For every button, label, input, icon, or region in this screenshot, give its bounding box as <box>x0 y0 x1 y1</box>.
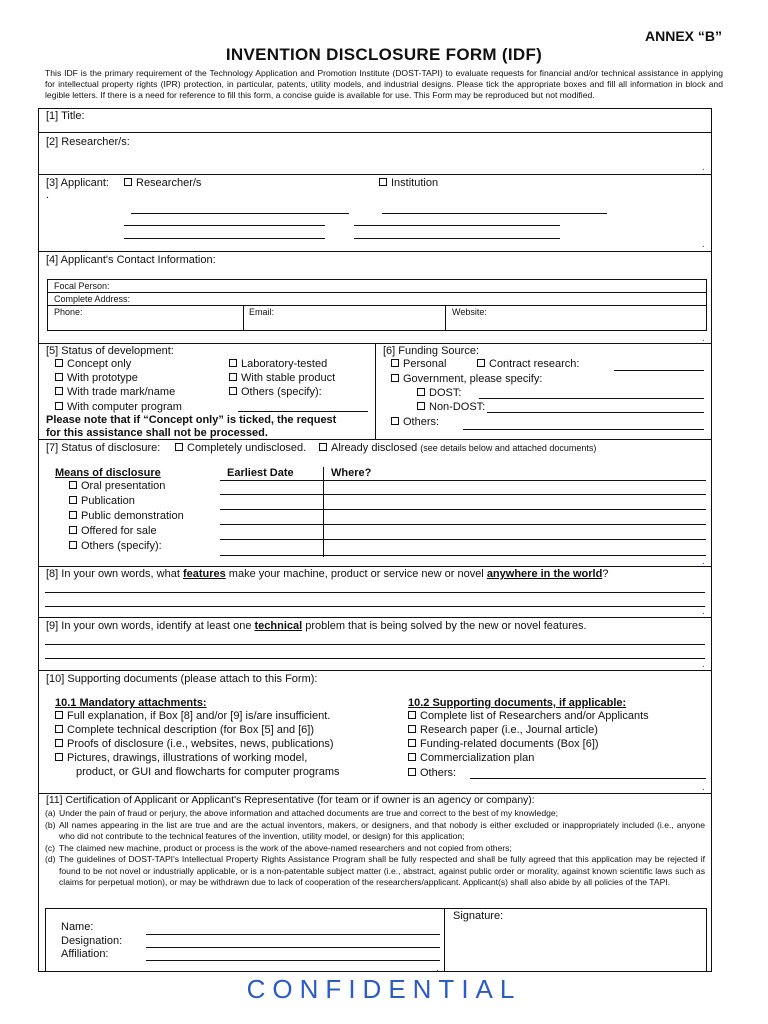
checkbox[interactable] <box>379 178 387 186</box>
optional-funding-docs[interactable]: Funding-related documents (Box [6]) <box>408 738 599 750</box>
checkbox[interactable] <box>417 388 425 396</box>
checkbox[interactable] <box>417 402 425 410</box>
disclosure-row-line[interactable] <box>220 555 706 556</box>
checkbox[interactable] <box>69 526 77 534</box>
intro-text: This IDF is the primary requirement of the Technology Application and Promotion Institute (DOST-TAPI) to evaluate requests for financial and/or technical assistance in applying for intellectual property rights (IPR) protection, in particular, patents, utility models, and industrial designs. Please tick the appropriate boxes and fill all information in block and legible letters. If there is a need for reference to fill this form, a concise guide is available for use. This Form may be reproduced but not modified. <box>45 68 723 100</box>
means-others-option[interactable]: Others (specify): <box>69 540 162 552</box>
funding-contract-field[interactable] <box>614 370 704 371</box>
designation-field[interactable] <box>146 947 440 948</box>
address-label: Complete Address: <box>54 294 131 304</box>
checkbox[interactable] <box>55 739 63 747</box>
funding-others-field[interactable] <box>463 429 704 430</box>
funding-contract-option[interactable]: Contract research: <box>477 358 579 370</box>
divider <box>38 670 712 671</box>
checkbox[interactable] <box>319 443 327 451</box>
checkbox[interactable] <box>408 739 416 747</box>
checkbox[interactable] <box>229 387 237 395</box>
funding-nondost-option[interactable]: Non-DOST: <box>417 401 485 413</box>
affiliation-label: Affiliation: <box>61 948 109 960</box>
applicant-name-line[interactable] <box>382 213 607 214</box>
dev-others-option[interactable]: Others (specify): <box>229 386 322 398</box>
checkbox[interactable] <box>55 711 63 719</box>
checkbox[interactable] <box>55 725 63 733</box>
checkbox[interactable] <box>391 417 399 425</box>
means-publication-option[interactable]: Publication <box>69 495 135 507</box>
checkbox[interactable] <box>55 402 63 410</box>
name-label: Name: <box>61 921 94 933</box>
applicant-institution-option[interactable]: Institution <box>379 177 438 189</box>
checkbox[interactable] <box>124 178 132 186</box>
funding-dost-option[interactable]: DOST: <box>417 387 461 399</box>
date-header: Earliest Date <box>227 467 294 479</box>
divider <box>38 617 712 618</box>
disclosure-disclosed-option[interactable]: Already disclosed (see details below and attached documents) <box>319 442 596 454</box>
dev-status-label: [5] Status of development: <box>46 345 174 357</box>
mandatory-header: 10.1 Mandatory attachments: <box>55 697 207 709</box>
signature-box: Name: Designation: Affiliation: Signature: . <box>45 908 707 972</box>
optional-research-paper[interactable]: Research paper (i.e., Journal article) <box>408 724 598 736</box>
checkbox[interactable] <box>69 481 77 489</box>
checkbox[interactable] <box>408 711 416 719</box>
applicant-name-line[interactable] <box>354 238 560 239</box>
funding-nondost-field[interactable] <box>487 412 704 413</box>
contact-info-table <box>47 279 707 331</box>
optional-others-field[interactable] <box>470 778 706 779</box>
form-title: INVENTION DISCLOSURE FORM (IDF) <box>225 45 543 64</box>
optional-header: 10.2 Supporting documents, if applicable: <box>408 697 627 709</box>
affiliation-field[interactable] <box>146 960 440 961</box>
dev-concept-option[interactable]: Concept only <box>55 358 131 370</box>
focal-person-label: Focal Person: <box>54 281 110 291</box>
checkbox[interactable] <box>55 373 63 381</box>
dev-trademark-option[interactable]: With trade mark/name <box>55 386 175 398</box>
funding-others-option[interactable]: Others: <box>391 416 439 428</box>
disclosure-row-line[interactable] <box>220 494 706 495</box>
divider <box>38 132 712 133</box>
funding-personal-option[interactable]: Personal <box>391 358 446 370</box>
dev-prototype-option[interactable]: With prototype <box>55 372 138 384</box>
researchers-label: [2] Researcher/s: <box>46 136 130 148</box>
features-question: [8] In your own words, what features make your machine, product or service new or novel anywhere in the world? <box>46 568 609 580</box>
checkbox[interactable] <box>229 359 237 367</box>
divider <box>38 793 712 794</box>
technical-question: [9] In your own words, identify at least one technical problem that is being solved by the new or novel features. <box>46 620 587 632</box>
divider <box>38 566 712 567</box>
certification-text <box>45 808 705 889</box>
mandatory-pictures-cont: product, or GUI and flowcharts for computer programs <box>76 766 340 778</box>
mandatory-proofs[interactable]: Proofs of disclosure (i.e., websites, news, publications) <box>55 738 334 750</box>
disclosure-row-line[interactable] <box>220 539 706 540</box>
dev-program-option[interactable]: With computer program <box>55 401 182 413</box>
checkbox[interactable] <box>69 541 77 549</box>
applicant-researcher-option[interactable]: Researcher/s <box>124 177 201 189</box>
dev-lab-option[interactable]: Laboratory-tested <box>229 358 327 370</box>
applicant-name-line[interactable] <box>354 225 560 226</box>
means-demo-option[interactable]: Public demonstration <box>69 510 184 522</box>
mandatory-technical-description[interactable]: Complete technical description (for Box [5] and [6]) <box>55 724 314 736</box>
cert-item-a: (a) Under the pain of fraud or perjury, the above information and attached documents are true and correct to the best of my knowledge; <box>45 808 559 818</box>
dev-stable-option[interactable]: With stable product <box>229 372 335 384</box>
phone-label: Phone: <box>54 307 83 317</box>
concept-note-line2: for this assistance shall not be processed. <box>46 427 268 439</box>
concept-note-line1: Please note that if “Concept only” is ticked, the request <box>46 414 337 426</box>
applicant-name-line[interactable] <box>124 238 325 239</box>
dev-others-field[interactable] <box>238 411 368 412</box>
checkbox[interactable] <box>55 753 63 761</box>
technical-answer-line[interactable] <box>45 644 705 645</box>
name-field[interactable] <box>146 934 440 935</box>
checkbox[interactable] <box>408 753 416 761</box>
designation-label: Designation: <box>61 935 123 947</box>
disclosure-undisclosed-option[interactable]: Completely undisclosed. <box>175 442 306 454</box>
funding-gov-option[interactable]: Government, please specify: <box>391 373 542 385</box>
checkbox[interactable] <box>229 373 237 381</box>
optional-commercialization[interactable]: Commercialization plan <box>408 752 534 764</box>
certification-label: [11] Certification of Applicant or Applicant's Representative (for team or if owner is an agency or company): <box>46 795 535 806</box>
means-header: Means of disclosure <box>55 467 161 479</box>
mandatory-pictures[interactable]: Pictures, drawings, illustrations of working model, <box>55 752 307 764</box>
confidential-stamp: CONFIDENTIAL <box>246 974 522 1004</box>
email-label: Email: <box>249 307 275 317</box>
checkbox[interactable] <box>175 443 183 451</box>
annex-label: ANNEX “B” <box>644 28 722 44</box>
divider <box>375 343 376 439</box>
optional-researcher-list[interactable]: Complete list of Researchers and/or Applicants <box>408 710 649 722</box>
applicant-name-line[interactable] <box>124 225 325 226</box>
mandatory-full-explanation[interactable]: Full explanation, if Box [8] and/or [9] is/are insufficient. <box>55 710 330 722</box>
divider <box>38 251 712 252</box>
checkbox[interactable] <box>55 387 63 395</box>
where-header: Where? <box>331 467 372 479</box>
checkbox[interactable] <box>408 725 416 733</box>
checkbox[interactable] <box>391 359 399 367</box>
checkbox[interactable] <box>477 359 485 367</box>
means-sale-option[interactable]: Offered for sale <box>69 525 157 537</box>
means-oral-option[interactable]: Oral presentation <box>69 480 165 492</box>
checkbox[interactable] <box>408 768 416 776</box>
checkbox[interactable] <box>69 496 77 504</box>
cert-item-d: (d) The guidelines of DOST-TAPI's Intellectual Property Rights Assistance Program shall be fully respected and shall be fully agreed that this application may be rejected if found to be not novel or industrially applicable, or is a non-patentable subject matter (i.e., abstract, against public order or morality, against known scientific laws such as claims for perpetual motion), or may be withdrawn due to lack of cooperation of the researchers/applicant. Applicant(s) shall also abide by all policies of the TAPI. <box>45 854 705 887</box>
features-answer-line[interactable] <box>45 592 705 593</box>
disclosure-row-line[interactable] <box>220 509 706 510</box>
applicant-label: [3] Applicant: <box>46 177 109 189</box>
funding-label: [6] Funding Source: <box>383 345 480 357</box>
divider <box>38 174 712 175</box>
divider <box>38 439 712 440</box>
contact-info-label: [4] Applicant's Contact Information: <box>46 254 216 266</box>
technical-answer-line[interactable] <box>45 658 705 659</box>
cert-item-c: (c) The claimed new machine, product or process is the work of the above-named researchers and not copied from others; <box>45 842 512 853</box>
disclosure-status-label: [7] Status of disclosure: <box>46 442 161 454</box>
signature-label: Signature: <box>453 910 504 922</box>
website-label: Website: <box>452 307 487 317</box>
checkbox[interactable] <box>391 374 399 382</box>
supporting-docs-label: [10] Supporting documents (please attach to this Form): <box>46 673 318 685</box>
cert-item-b: (b) All names appearing in the list are true and are the actual inventors, makers, or designers, and that nobody is either excluded or inappropriately included (i.e., anyone who did not contribute to the technical features of the invention, utility model, or design) for this application; <box>45 819 705 841</box>
optional-others[interactable]: Others: <box>408 767 456 779</box>
checkbox[interactable] <box>69 511 77 519</box>
funding-dost-field[interactable] <box>479 398 704 399</box>
features-answer-line[interactable] <box>45 606 705 607</box>
checkbox[interactable] <box>55 359 63 367</box>
disclosure-row-line[interactable] <box>220 524 706 525</box>
title-label: [1] Title: <box>46 110 85 122</box>
applicant-name-line[interactable] <box>131 213 349 214</box>
